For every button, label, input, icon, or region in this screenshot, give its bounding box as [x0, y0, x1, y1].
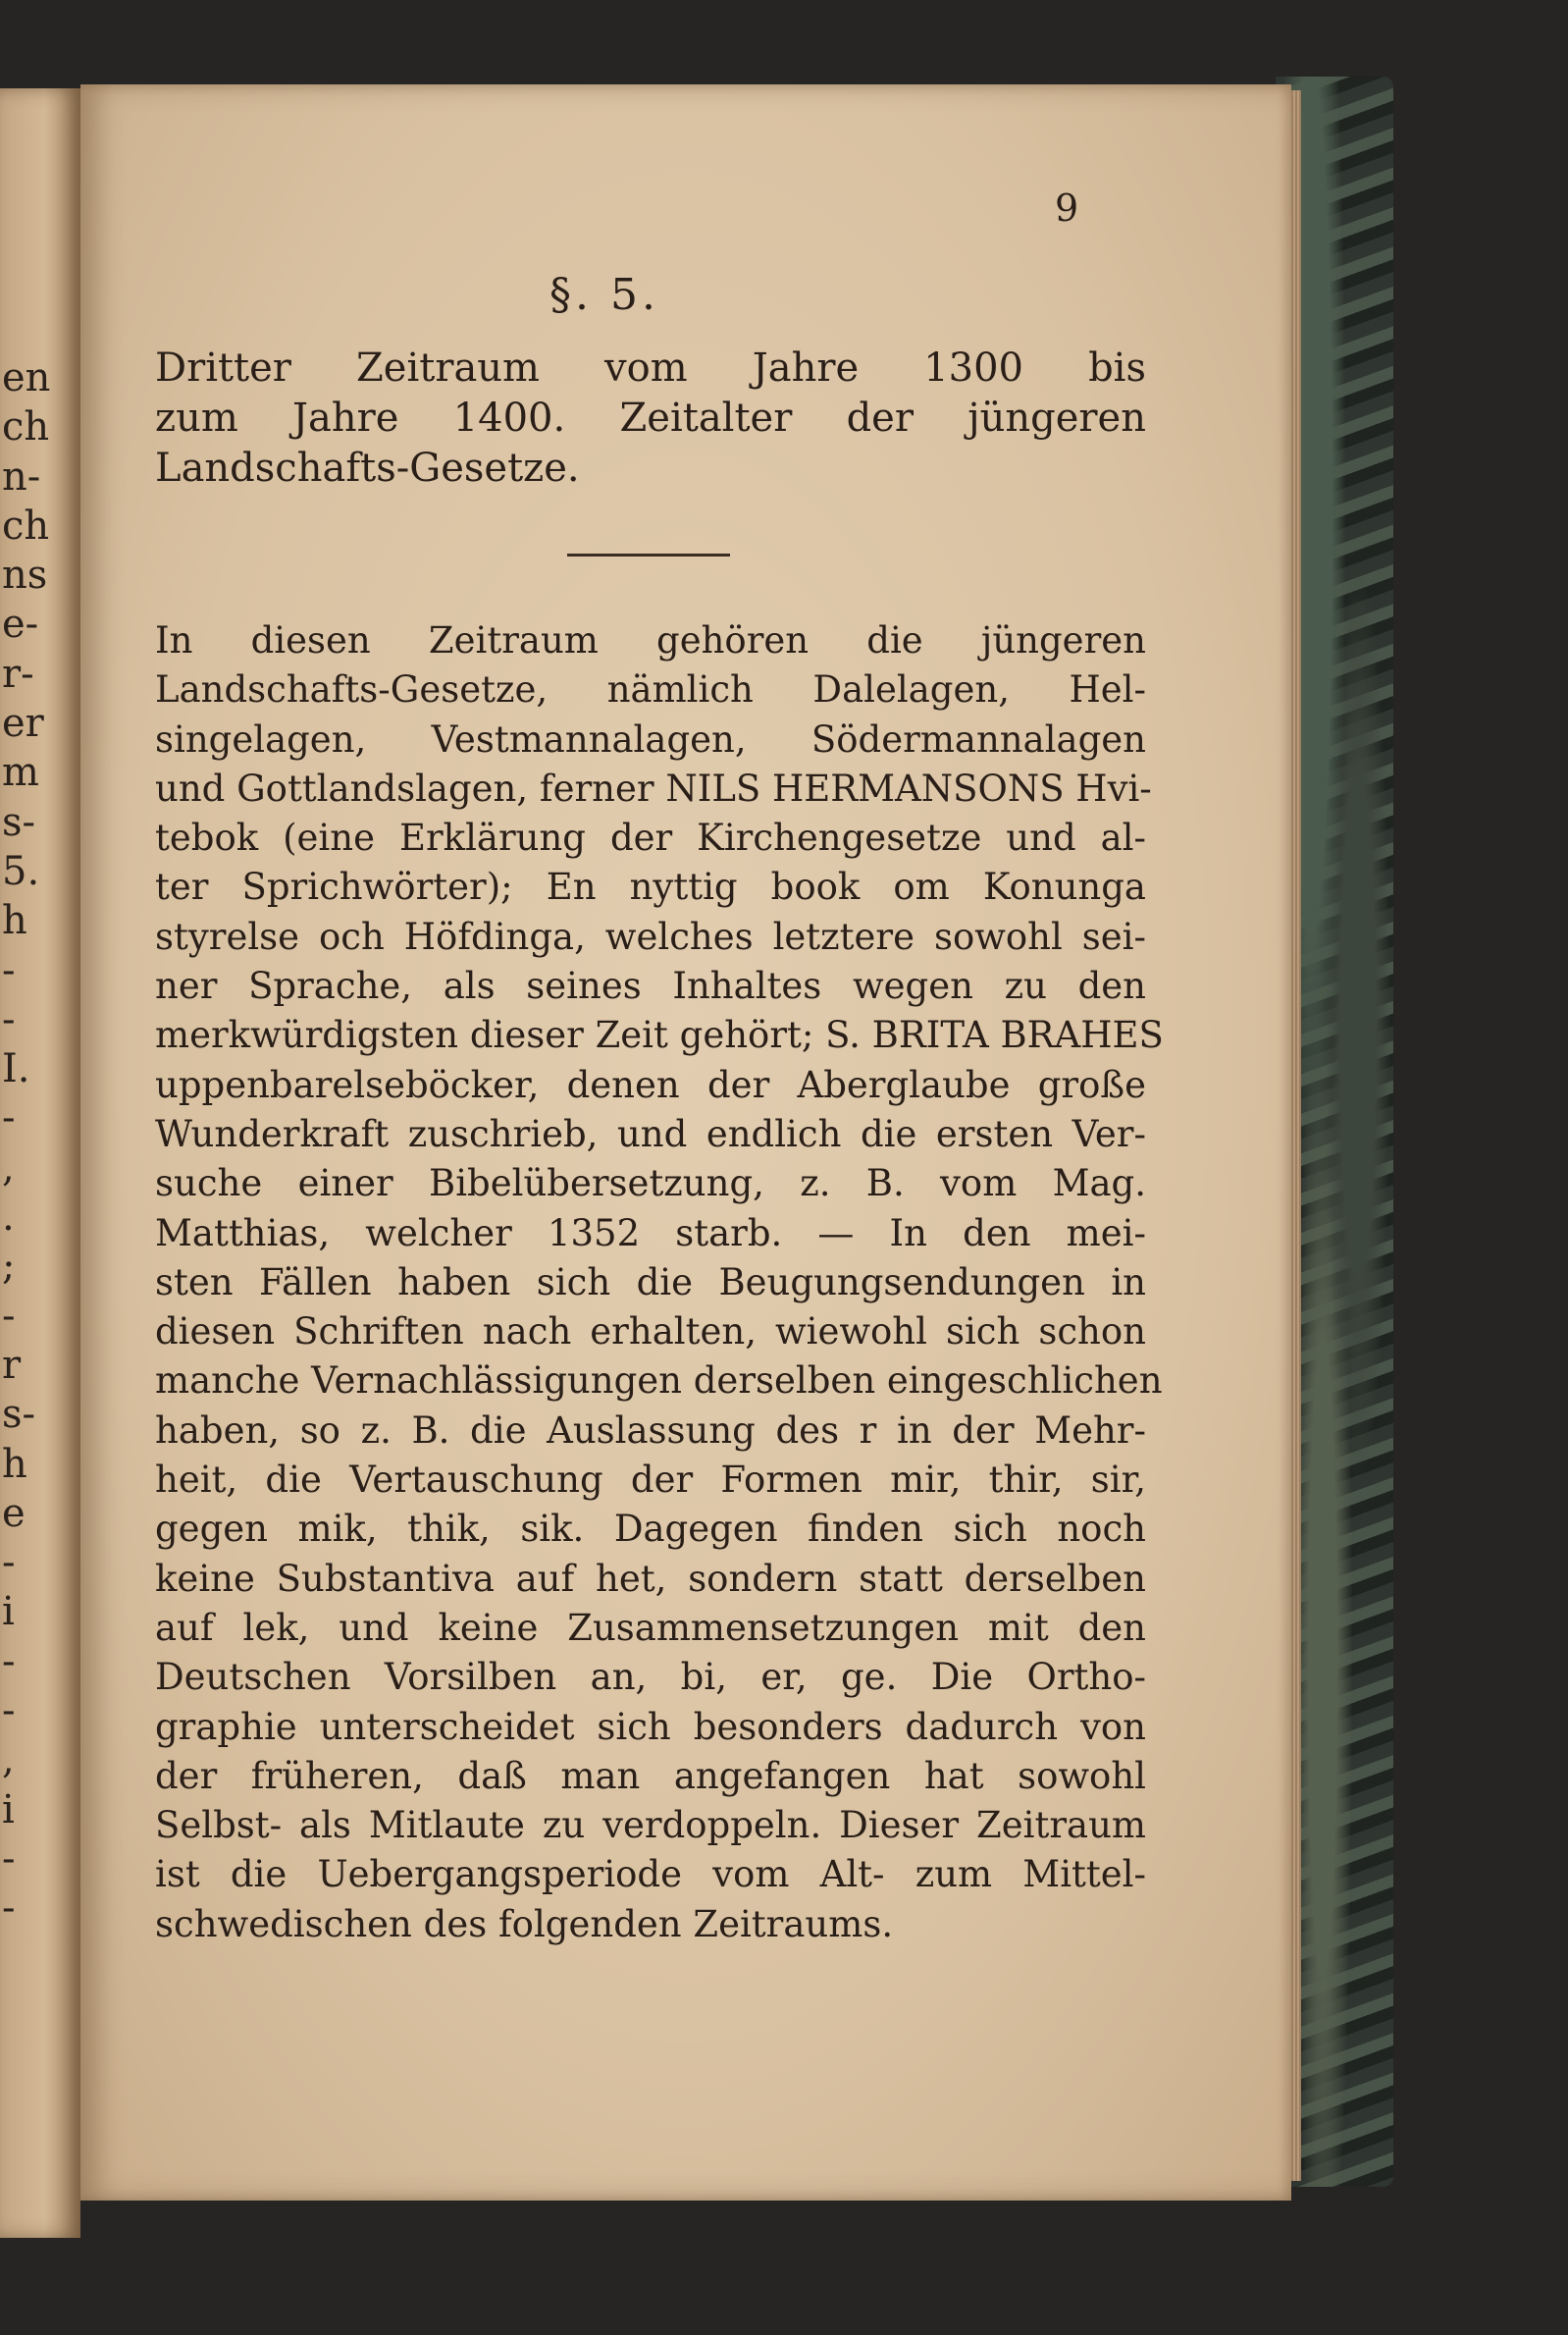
left-fragment: s-	[2, 1392, 36, 1438]
text-line: der früheren, daß man angefangen hat sowohl	[155, 1754, 1146, 1797]
left-fragment: r	[2, 1342, 22, 1388]
left-fragment: -	[2, 1293, 16, 1339]
left-fragment: -	[2, 1095, 16, 1141]
text-line: heit, die Vertauschung der Formen mir, thir, sir,	[155, 1459, 1146, 1502]
title-line: Landschafts-Gesetze.	[155, 446, 580, 491]
left-fragment: ;	[2, 1244, 16, 1290]
section-heading: §. 5.	[549, 270, 659, 320]
text-line: Selbst- als Mitlaute zu verdoppeln. Dieser Zeitraum	[155, 1804, 1146, 1847]
text-line: suche einer Bibelübersetzung, z. B. vom Mag.	[155, 1162, 1146, 1205]
text-line: ter Sprichwörter); En nyttig book om Konunga	[155, 866, 1146, 909]
left-fragment: .	[2, 1194, 15, 1241]
title-line: zum Jahre 1400. Zeitalter der jüngeren	[155, 396, 1146, 441]
left-fragment: s-	[2, 799, 36, 845]
left-fragment: i	[2, 1786, 15, 1832]
left-fragment: -	[2, 1540, 16, 1586]
text-line: Deutschen Vorsilben an, bi, er, ge. Die Ortho-	[155, 1656, 1146, 1699]
divider-rule	[567, 554, 730, 557]
title-line: Dritter Zeitraum vom Jahre 1300 bis	[155, 345, 1146, 391]
left-fragment: ,	[2, 1737, 15, 1783]
text-line: Matthias, welcher 1352 starb. — In den mei-	[155, 1211, 1146, 1254]
text-line: schwedischen des folgenden Zeitraums.	[155, 1902, 894, 1945]
text-line: gegen mik, thik, sik. Dagegen finden sich noch	[155, 1508, 1146, 1551]
text-line: manche Vernachlässigungen derselben eingeschlichen	[155, 1359, 1163, 1403]
text-line: haben, so z. B. die Auslassung des r in der Mehr-	[155, 1408, 1146, 1452]
left-page	[0, 88, 80, 2238]
text-line: ner Sprache, als seines Inhaltes wegen zu den	[155, 965, 1146, 1008]
left-fragment: ch	[2, 503, 50, 549]
left-fragment: r-	[2, 651, 34, 697]
left-fragment: n-	[2, 453, 41, 500]
left-fragment: i	[2, 1589, 15, 1635]
text-line: sten Fällen haben sich die Beugungsendungen in	[155, 1260, 1146, 1303]
left-page-text-fragments	[0, 353, 69, 1934]
left-fragment: I.	[2, 1046, 30, 1092]
left-fragment: -	[2, 996, 16, 1042]
section-title	[155, 344, 1146, 494]
text-line: auf lek, und keine Zusammensetzungen mit den	[155, 1606, 1146, 1649]
text-line: graphie unterscheidet sich besonders dadurch von	[155, 1705, 1146, 1748]
left-fragment: -	[2, 1638, 16, 1684]
text-line: Landschafts-Gesetze, nämlich Dalelagen, Hel-	[155, 668, 1146, 712]
text-line: merkwürdigsten dieser Zeit gehört; S. BRITA BRAHES	[155, 1014, 1164, 1057]
left-fragment: h	[2, 1441, 27, 1487]
text-line: In diesen Zeitraum gehören die jüngeren	[155, 619, 1146, 662]
left-fragment: -	[2, 1688, 16, 1734]
left-fragment: ch	[2, 404, 50, 451]
text-line: singelagen, Vestmannalagen, Södermannalagen	[155, 717, 1146, 761]
body-text	[155, 616, 1164, 1949]
page-number: 9	[1055, 186, 1079, 230]
text-line: ist die Uebergangsperiode vom Alt- zum Mittel-	[155, 1853, 1146, 1896]
text-line: uppenbarelseböcker, denen der Aberglaube große	[155, 1063, 1146, 1106]
left-fragment: en	[2, 355, 51, 400]
text-line: tebok (eine Erklärung der Kirchengesetze und al-	[155, 817, 1146, 860]
left-fragment: -	[2, 1835, 16, 1882]
left-fragment: -	[2, 1885, 16, 1932]
text-line: und Gottlandslagen, ferner NILS HERMANSONS Hvi-	[155, 767, 1152, 810]
left-fragment: ns	[2, 553, 48, 599]
left-fragment: er	[2, 701, 44, 747]
left-fragment: m	[2, 750, 39, 796]
left-fragment: -	[2, 947, 16, 993]
left-fragment: e	[2, 1490, 26, 1536]
text-line: diesen Schriften nach erhalten, wiewohl sich schon	[155, 1310, 1146, 1353]
left-fragment: ,	[2, 1144, 15, 1191]
left-fragment: 5.	[2, 848, 40, 894]
left-fragment: e-	[2, 602, 39, 648]
text-line: styrelse och Höfdinga, welches letztere sowohl sei-	[155, 915, 1146, 958]
text-line: Wunderkraft zuschrieb, und endlich die ersten Ver-	[155, 1112, 1146, 1155]
left-fragment: h	[2, 898, 27, 944]
text-line: keine Substantiva auf het, sondern statt derselben	[155, 1557, 1146, 1600]
